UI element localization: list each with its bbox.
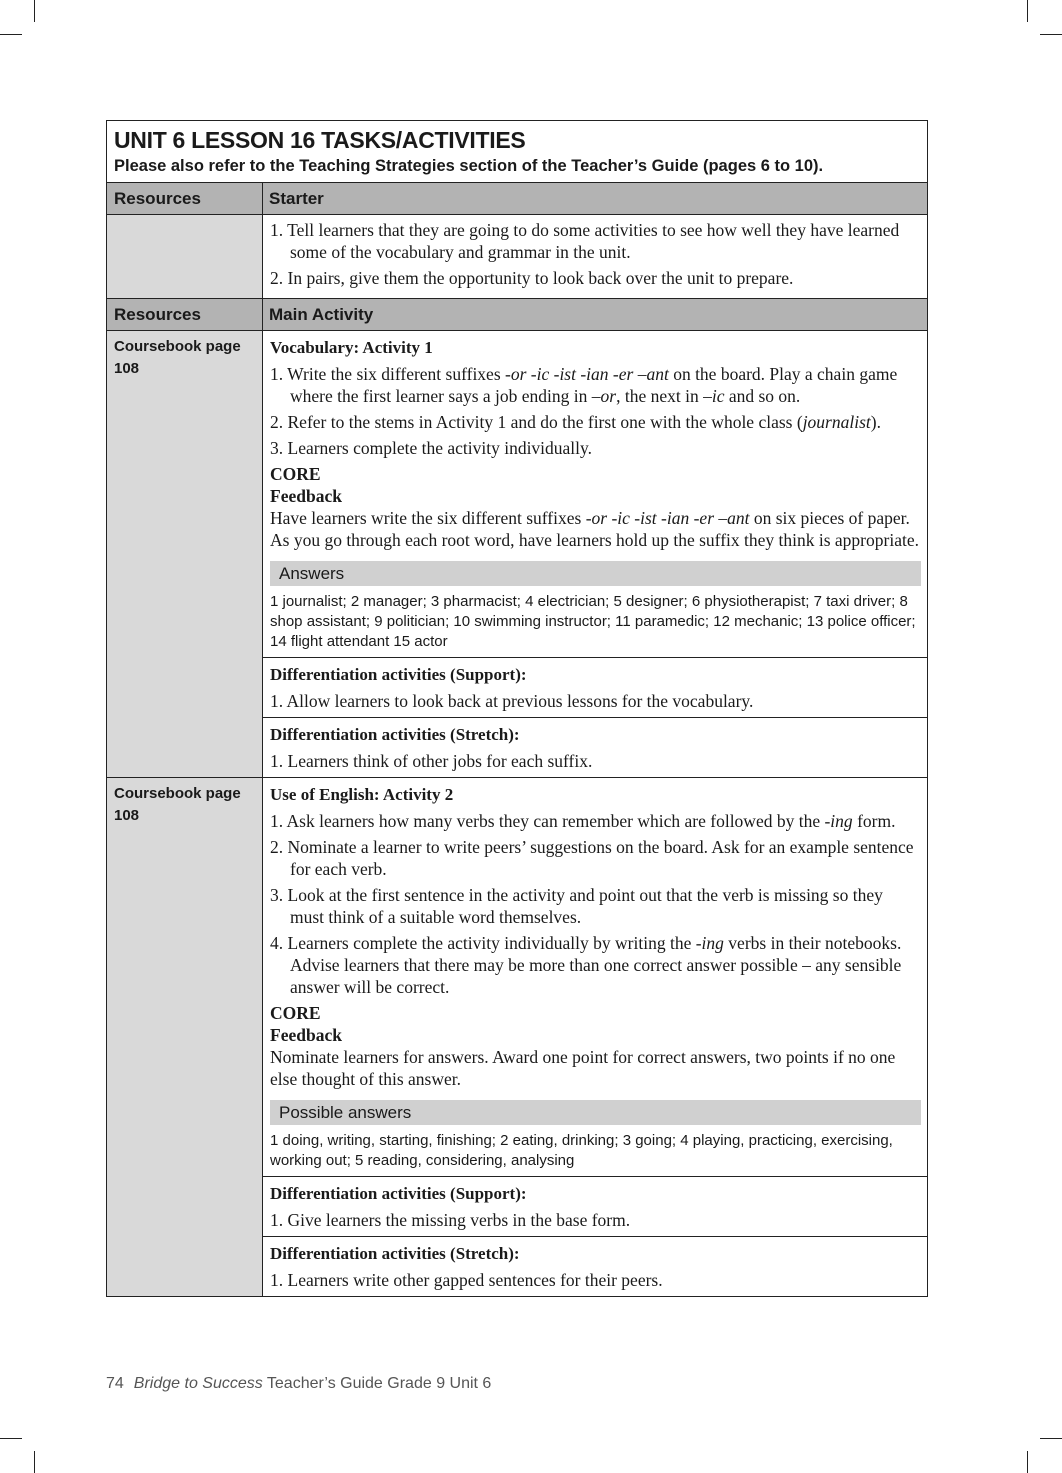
main-activity-header: Main Activity [269, 305, 374, 324]
list-item [270, 363, 921, 407]
stretch-heading: Differentiation activities (Stretch): [270, 1244, 520, 1263]
list-item [270, 810, 921, 832]
list-item [270, 411, 921, 433]
text-segment: 3. Learners complete the activity individually. [270, 438, 593, 458]
stretch-text: 1. Learners write other gapped sentences for their peers. [270, 1270, 663, 1290]
starter-header: Starter [269, 189, 324, 208]
resource-cell: Coursebook page 108 [107, 778, 263, 1296]
text-segment: 4. Learners complete the activity individually by writing the [270, 933, 696, 953]
italic-text: –or [591, 386, 617, 406]
text-segment: and so on. [724, 386, 801, 406]
list-item [270, 437, 921, 459]
starter-row [107, 215, 927, 299]
italic-text: journalist [802, 412, 871, 432]
page-subtitle: Please also refer to the Teaching Strategies section of the Teacher’s Guide (pages 6 to 10). [114, 157, 824, 175]
italic-text: –ic [703, 386, 725, 406]
text-segment: 2. In pairs, give them the opportunity to look back over the unit to prepare. [270, 268, 794, 288]
text-segment: , the next in [616, 386, 704, 406]
italic-text: -ing [824, 811, 853, 831]
crop-mark [34, 0, 35, 22]
italic-text: -ing [695, 933, 724, 953]
text-segment: form. [852, 811, 896, 831]
page-title: UNIT 6 LESSON 16 TASKS/ACTIVITIES [114, 127, 526, 153]
italic-text: -or -ic -ist -ian -er –ant [505, 364, 669, 384]
main-header-row [107, 299, 927, 331]
feedback-text [270, 507, 921, 551]
activity-heading: Vocabulary: Activity 1 [270, 338, 433, 357]
list-item [270, 932, 921, 998]
activity-section [107, 331, 927, 778]
resources-header: Resources [107, 183, 263, 214]
text-segment: Have learners write the six different suffixes [270, 508, 586, 528]
text-segment: 2. Refer to the stems in Activity 1 and do the first one with the whole class ( [270, 412, 803, 432]
page-number: 74 [106, 1375, 124, 1392]
list-item [270, 884, 921, 928]
core-label: CORE [270, 464, 321, 484]
crop-mark [1040, 34, 1062, 35]
resource-cell: Coursebook page 108 [107, 331, 263, 777]
text-segment: verbs in their notebooks. Advise learners that there may be more than one correct answer possible – any sensible answer will be correct. [290, 933, 902, 997]
crop-mark [1027, 1451, 1028, 1473]
crop-mark [1040, 1438, 1062, 1439]
text-segment: ). [870, 412, 881, 432]
steps-list [270, 363, 921, 459]
lesson-table [106, 120, 928, 1297]
steps-list [270, 810, 921, 998]
title-block [107, 121, 927, 183]
feedback-label: Feedback [270, 1025, 342, 1045]
answers-header: Possible answers [270, 1100, 921, 1125]
support-heading: Differentiation activities (Support): [270, 1184, 527, 1203]
support-text: 1. Allow learners to look back at previous lessons for the vocabulary. [270, 691, 754, 711]
text-segment: on the board. Play a chain game where the first learner says a job ending in [290, 364, 898, 406]
starter-list [270, 219, 921, 289]
support-heading: Differentiation activities (Support): [270, 665, 527, 684]
crop-mark [0, 1438, 22, 1439]
text-segment: 1. Tell learners that they are going to do some activities to see how well they have learned some of the vocabulary and grammar in the unit. [270, 220, 900, 262]
italic-text: -or -ic -ist -ian -er –ant [585, 508, 750, 528]
core-label: CORE [270, 1003, 321, 1023]
resources-header: Resources [107, 299, 263, 330]
list-item [270, 219, 921, 263]
resources-cell [107, 215, 263, 298]
starter-header-row [107, 183, 927, 215]
text-segment: 2. Nominate a learner to write peers’ suggestions on the board. Ask for an example sentence for each verb. [270, 837, 914, 879]
stretch-text: 1. Learners think of other jobs for each suffix. [270, 751, 593, 771]
footer-text: Teacher’s Guide Grade 9 Unit 6 [262, 1375, 492, 1392]
answers-header: Answers [270, 561, 921, 586]
book-title: Bridge to Success [133, 1375, 263, 1392]
answers-text: 1 journalist; 2 manager; 3 pharmacist; 4 electrician; 5 designer; 6 physiotherapist; 7 taxi driver; 8 shop assistant; 9 politician; 10 swimming instructor; 11 paramedic; 12 mechanic; 13 police officer; 14 flight attendant 15 actor [270, 593, 916, 650]
activity-section [107, 778, 927, 1296]
text-segment: 3. Look at the first sentence in the activity and point out that the verb is missing so they must think of a suitable word themselves. [270, 885, 883, 927]
support-text: 1. Give learners the missing verbs in the base form. [270, 1210, 631, 1230]
stretch-heading: Differentiation activities (Stretch): [270, 725, 520, 744]
list-item [270, 267, 921, 289]
list-item [270, 836, 921, 880]
activity-heading: Use of English: Activity 2 [270, 785, 454, 804]
page-footer [106, 1375, 491, 1393]
answers-text: 1 doing, writing, starting, finishing; 2 eating, drinking; 3 going; 4 playing, practicing, exercising, working out; 5 reading, considering, analysing [270, 1132, 893, 1169]
text-segment: 1. Write the six different suffixes [270, 364, 506, 384]
crop-mark [0, 34, 22, 35]
crop-mark [1027, 0, 1028, 22]
text-segment: Nominate learners for answers. Award one point for correct answers, two points if no one else thought of this answer. [270, 1047, 896, 1089]
text-segment: 1. Ask learners how many verbs they can remember which are followed by the [270, 811, 825, 831]
feedback-text [270, 1046, 921, 1090]
feedback-label: Feedback [270, 486, 342, 506]
crop-mark [34, 1451, 35, 1473]
text-segment: on six pieces of paper. As you go through each root word, have learners hold up the suffix they think is appropriate. [270, 508, 919, 550]
